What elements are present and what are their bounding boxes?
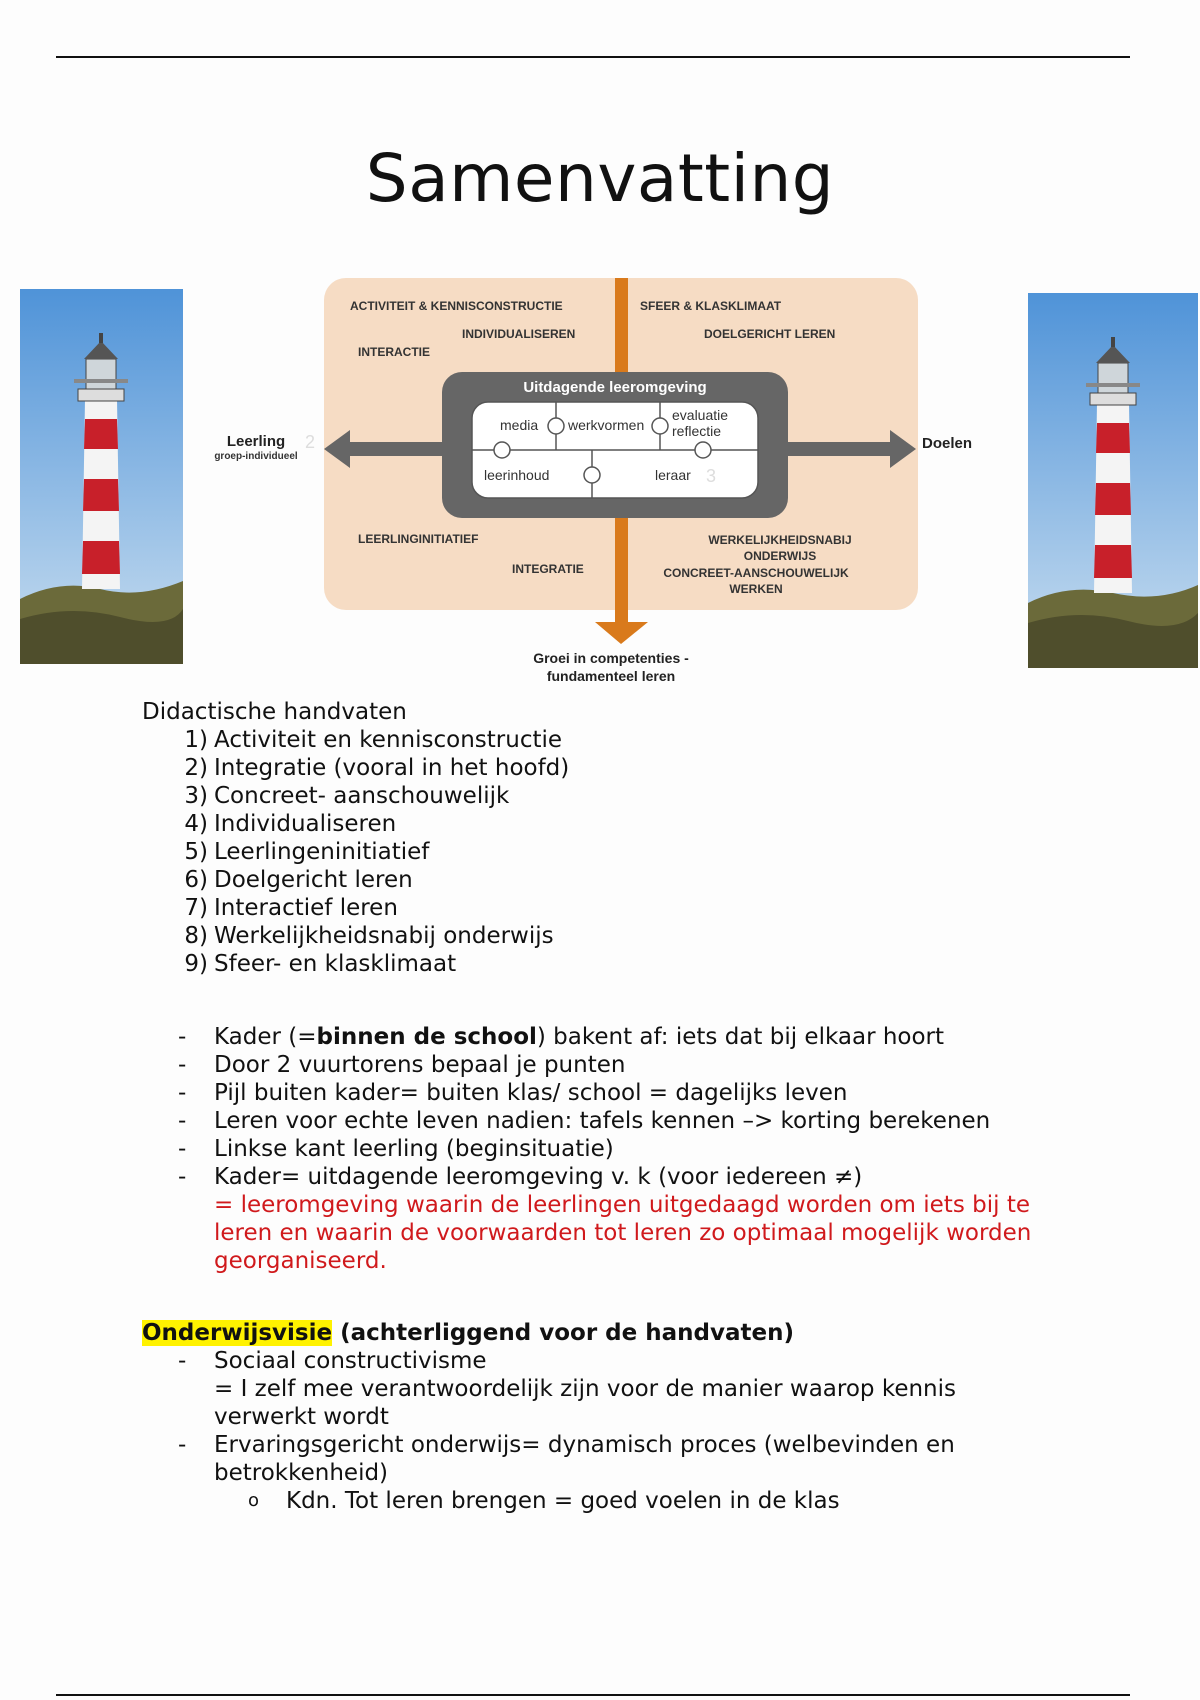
list-item: 8) Werkelijkheidsnabij onderwijs (184, 923, 554, 949)
page-title: Samenvatting (365, 140, 835, 217)
summary-content (142, 698, 1042, 1515)
label-groei-2: fundamenteel leren (546, 668, 676, 684)
label-doelen: Doelen (922, 435, 973, 452)
list-item: 1) Activiteit en kennisconstructie (184, 727, 563, 753)
bottom-rule (56, 1694, 1130, 1696)
didactisch-model-diagram (190, 270, 990, 690)
faint-number-3: 3 (706, 466, 717, 486)
label-leerling: Leerling (226, 433, 286, 450)
list-item: - Kader (=binnen de school) bakent af: iets dat bij elkaar hoort (178, 1024, 945, 1050)
list-item: 2) Integratie (vooral in het hoofd) (184, 755, 570, 781)
label-groep-individueel: groep-individueel (214, 451, 298, 462)
label-doelgericht: DOELGERICHT LEREN (704, 327, 836, 341)
label-activiteit: ACTIVITEIT & KENNISCONSTRUCTIE (350, 299, 563, 313)
onderwijsvisie-list (142, 1347, 1042, 1487)
list-item: - Ervaringsgericht onderwijs= dynamisch proces (welbevinden en betrokkenheid) (178, 1432, 955, 1486)
list-item: 3) Concreet- aanschouwelijk (184, 783, 510, 809)
section-heading-onderwijsvisie: Onderwijsvisie (achterliggend voor de handvaten) (142, 1320, 794, 1346)
lighthouse-photo-right (1028, 293, 1198, 668)
section-heading-didactisch: Didactische handvaten (142, 699, 407, 725)
list-item: - Door 2 vuurtorens bepaal je punten (178, 1052, 626, 1078)
label-werkelijkheidsnabij: WERKELIJKHEIDSNABIJ (708, 533, 852, 547)
list-item: 9) Sfeer- en klasklimaat (184, 951, 457, 977)
label-integratie: INTEGRATIE (512, 562, 584, 576)
puzzle-evaluatie: evaluatie (672, 407, 729, 423)
list-item: 6) Doelgericht leren (184, 867, 413, 893)
list-item: - Leren voor echte leven nadien: tafels kennen –> korting berekenen (178, 1108, 991, 1134)
list-item: - Linkse kant leerling (beginsituatie) (178, 1136, 614, 1162)
puzzle-leerinhoud: leerinhoud (484, 467, 550, 483)
label-concreet: CONCREET-AANSCHOUWELIJK (663, 566, 849, 580)
label-werken: WERKEN (729, 582, 783, 596)
puzzle-werkvormen: werkvormen (568, 417, 645, 433)
list-item: 4) Individualiseren (184, 811, 397, 837)
puzzle-reflectie: reflectie (672, 423, 722, 439)
label-individualiseren: INDIVIDUALISEREN (462, 327, 576, 341)
puzzle-leraar: leraar (655, 467, 691, 483)
sub-list-item: o Kdn. Tot leren brengen = goed voelen in de klas (248, 1488, 840, 1514)
list-item: - Sociaal constructivisme = I zelf mee verantwoordelijk zijn voor de manier waarop kennis verwerkt wordt (178, 1348, 956, 1430)
faint-number-2: 2 (305, 432, 316, 452)
label-groei-1: Groei in competenties - (533, 650, 689, 666)
top-rule (56, 56, 1130, 58)
label-onderwijs: ONDERWIJS (743, 549, 817, 563)
highlighted-term: Onderwijsvisie (142, 1320, 333, 1346)
list-item: - Kader= uitdagende leeromgeving v. k (voor iedereen ≠) = leeromgeving waarin de leerlingen uitgedaagd worden om iets bij te leren en waarin de voorwaarden tot leren zo optimaal mogelijk worden georganiseerd. (178, 1164, 1032, 1274)
handvaten-list (142, 726, 1042, 978)
definition-red-text: = leeromgeving waarin de leerlingen uitgedaagd worden om iets bij te leren en waarin de voorwaarden tot leren zo optimaal mogelijk worden georganiseerd. (214, 1192, 1032, 1274)
label-leerlinginitiatief: LEERLINGINITIATIEF (358, 532, 479, 546)
kader-list (142, 1023, 1042, 1275)
vertical-arrow-head (595, 622, 648, 644)
list-item: - Pijl buiten kader= buiten klas/ school = dagelijks leven (178, 1080, 848, 1106)
label-sfeer: SFEER & KLASKLIMAAT (640, 299, 782, 313)
list-item: 7) Interactief leren (184, 895, 398, 921)
label-interactie: INTERACTIE (358, 345, 430, 359)
list-item: 5) Leerlingeninitiatief (184, 839, 430, 865)
center-title: Uitdagende leeromgeving (523, 379, 707, 396)
lighthouse-photo-left (20, 289, 183, 664)
puzzle-media: media (500, 417, 539, 433)
